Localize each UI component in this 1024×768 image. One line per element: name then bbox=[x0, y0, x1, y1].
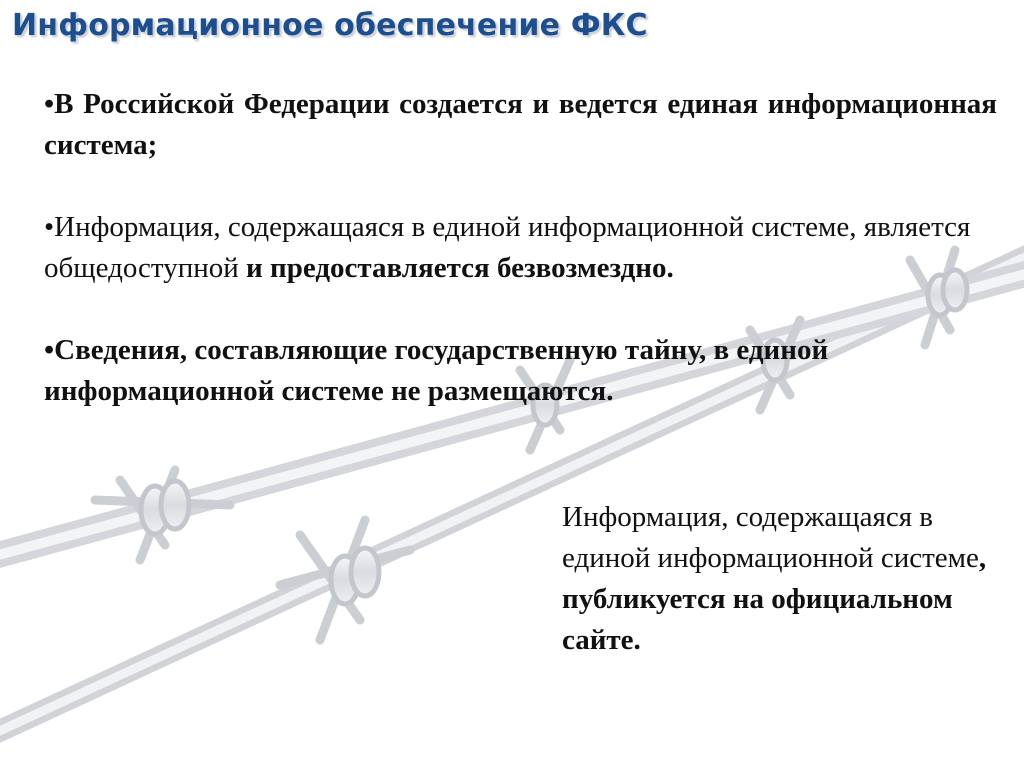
bullet-marker: • bbox=[44, 88, 55, 120]
bullet-item-2 bbox=[44, 207, 997, 289]
bullet-2-bold-text: и предоставляется безвозмездно. bbox=[246, 252, 674, 284]
slide-title: Информационное обеспечение ФКС bbox=[12, 8, 648, 43]
note-bold-text: , публикуется на официальном сайте. bbox=[562, 542, 987, 656]
bullet-2-text: Информация, содержащаяся в единой информационной системе, является общедоступной bbox=[44, 211, 971, 284]
bullet-marker: • bbox=[44, 211, 55, 243]
publication-note bbox=[562, 497, 1012, 661]
note-text: Информация, содержащаяся в единой информационной системе bbox=[562, 501, 979, 574]
bullet-1-text: В Российской Федерации создается и ведется единая информационная система; bbox=[44, 88, 997, 161]
bullet-3-text: Сведения, составляющие государственную тайну, в единой информационной системе не размещаются. bbox=[44, 334, 829, 407]
bullet-item-1 bbox=[44, 84, 997, 166]
bullet-item-3 bbox=[44, 330, 997, 412]
bullet-list bbox=[44, 84, 997, 412]
bullet-marker: • bbox=[44, 334, 55, 366]
